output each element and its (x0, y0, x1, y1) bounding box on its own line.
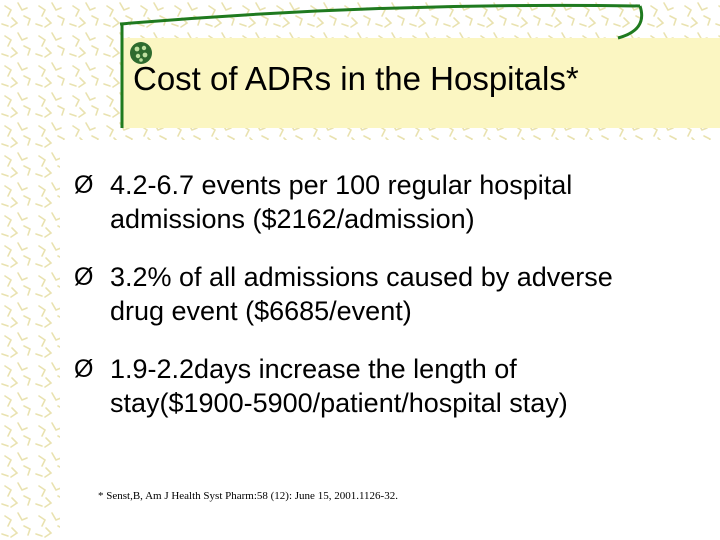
bullet-item-2 (74, 260, 714, 328)
bullet-item-3 (74, 352, 714, 420)
arrow-bullet-icon: Ø (74, 355, 94, 383)
arrow-bullet-icon: Ø (74, 171, 94, 199)
bullet-item-text: 3.2% of all admissions caused by adverse (110, 262, 613, 292)
arrow-bullet-icon: Ø (74, 263, 94, 291)
bullet-list (74, 168, 714, 444)
bullet-item-text: 1.9-2.2days increase the length of (110, 354, 517, 384)
bullet-item-text: stay($1900-5900/patient/hospital stay) (110, 388, 568, 418)
bullet-item-text: admissions ($2162/admission) (110, 204, 475, 234)
bullet-item-text: drug event ($6685/event) (110, 296, 412, 326)
bullet-item-1 (74, 168, 714, 236)
bullet-item-text: 4.2-6.7 events per 100 regular hospital (110, 170, 573, 200)
slide-title: Cost of ADRs in the Hospitals* (133, 60, 579, 97)
footnote-citation: * Senst,B, Am J Health Syst Pharm:58 (12): June 15, 2001.1126-32. (98, 490, 398, 502)
